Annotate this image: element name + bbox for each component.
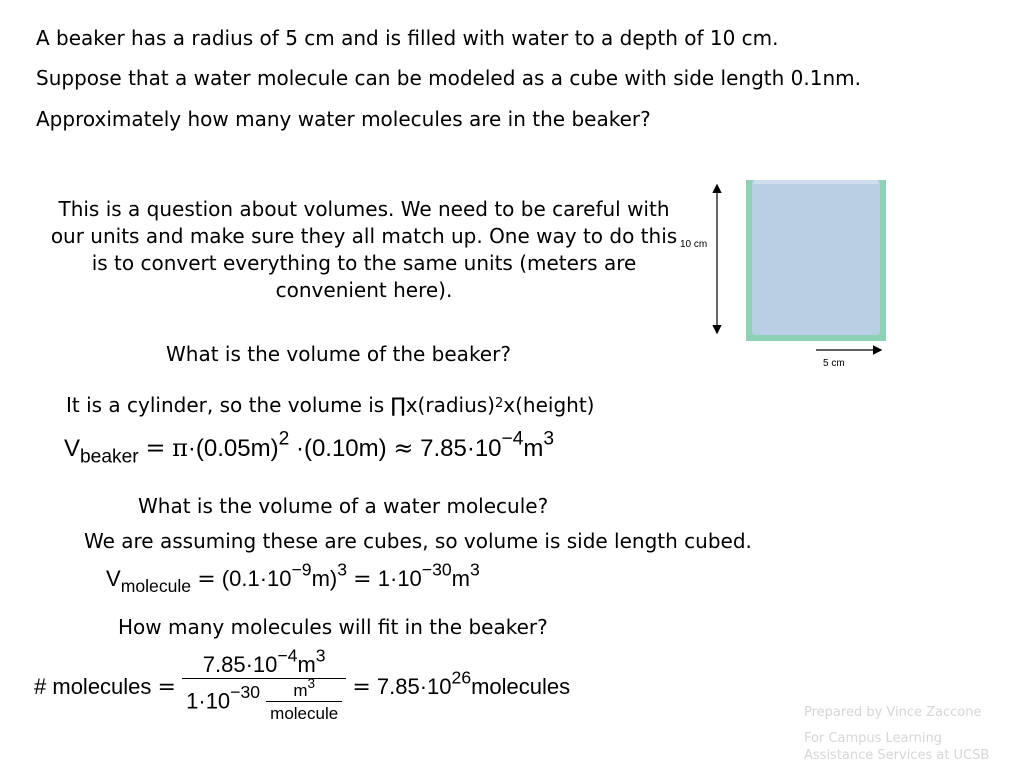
height-label: 10 cm xyxy=(680,239,708,250)
eq3-per-molecule-fraction: $\frac{m^3}{\text{molecule}}$ xyxy=(266,681,342,724)
eq2-v: V xyxy=(106,566,121,591)
eq2-base1: 10 xyxy=(267,566,292,591)
eq1-term1: (0.05m) xyxy=(195,435,279,462)
eq2-equals: = xyxy=(197,567,216,592)
eq3-fraction xyxy=(182,645,346,724)
eq1-base: 10 xyxy=(474,435,502,462)
eq3-hash: # xyxy=(34,673,47,699)
step2-question: What is the volume of a water molecule? xyxy=(138,494,549,518)
eq1-v: V xyxy=(64,435,81,462)
eq1-exp: −4 xyxy=(501,428,524,450)
eq3-label: molecules xyxy=(52,673,152,699)
eq2-base2: 10 xyxy=(397,566,422,591)
step1-explain-post: x(height) xyxy=(503,393,595,417)
eq2-exp-outer: 3 xyxy=(337,559,348,580)
eq3-result-dot: · xyxy=(419,673,428,699)
eq3-result-coef: 7.85 xyxy=(376,673,420,699)
eq2-unit-exp: 3 xyxy=(469,559,480,580)
eq1-approx: ≈ xyxy=(393,434,414,462)
eq2-sub: molecule xyxy=(120,576,192,597)
problem-line-3: Approximately how many water molecules are in the beaker? xyxy=(36,107,651,131)
beaker-diagram xyxy=(670,172,900,372)
eq1-dot1: · xyxy=(187,435,196,462)
eq1-coef: 7.85 xyxy=(420,435,467,462)
step2-explanation: We are assuming these are cubes, so volume is side length cubed. xyxy=(84,529,752,553)
eq1-term2: (0.10m) xyxy=(303,435,387,462)
problem-line-2: Suppose that a water molecule can be modeled as a cube with side length 0.1nm. xyxy=(36,66,861,90)
eq1-unit-exp: 3 xyxy=(543,428,555,450)
eq1-equals: = xyxy=(145,434,166,462)
eq1-dot3: · xyxy=(466,435,475,462)
eq2-equals2: = xyxy=(353,567,372,592)
eq3-numerator: $7.85\cdot 10^{-4}m^3$ xyxy=(202,645,326,677)
step1-explanation xyxy=(66,393,594,417)
eq1-dot2: · xyxy=(295,435,304,462)
eq2-dot2: · xyxy=(389,566,398,591)
eq1-pi: π xyxy=(172,434,188,462)
step3-question: How many molecules will fit in the beaker? xyxy=(118,615,548,639)
intro-paragraph: This is a question about volumes. We need to be careful with our units and make sure they all match up. One way to do this is to convert everything to the same units (meters are convenient here). xyxy=(50,197,678,302)
step1-explain-exp: 2 xyxy=(494,396,504,411)
beaker-glass xyxy=(746,180,886,341)
eq3-equals1: = xyxy=(157,674,176,700)
step1-explain-pre: It is a cylinder, so the volume is ∏x(radius) xyxy=(66,393,495,417)
eq2-exp-inner: −9 xyxy=(291,559,312,580)
radius-label: 5 cm xyxy=(823,358,845,369)
eq3-result-exp: 26 xyxy=(451,667,472,688)
eq1-unit: m xyxy=(523,435,544,462)
eq2-one: 1 xyxy=(377,566,390,591)
eq2-close: m) xyxy=(311,566,338,591)
molecule-count-equation xyxy=(34,645,571,724)
eq2-exp: −30 xyxy=(421,559,452,580)
eq3-denominator: $1\cdot 10^{-30}$ $\frac{m^3}{\text{molecule}}$ xyxy=(182,678,346,724)
eq2-unit: m xyxy=(451,566,470,591)
eq1-exp1: 2 xyxy=(278,428,290,450)
eq2-dot1: · xyxy=(259,566,268,591)
step1-question: What is the volume of the beaker? xyxy=(166,342,511,366)
eq3-result-unit: molecules xyxy=(471,673,571,699)
eq3-result-base: 10 xyxy=(427,673,452,699)
credit-prepared-by: Prepared by Vince Zaccone xyxy=(804,705,982,720)
eq3-equals2: = xyxy=(352,674,371,700)
credit-organization: For Campus Learning Assistance Services at UCSB xyxy=(804,731,990,763)
molecule-volume-equation xyxy=(106,559,480,597)
eq1-sub: beaker xyxy=(80,446,139,468)
eq2-open: (0.1 xyxy=(221,566,260,591)
beaker-volume-equation xyxy=(64,428,555,468)
problem-line-1: A beaker has a radius of 5 cm and is filled with water to a depth of 10 cm. xyxy=(36,26,779,50)
